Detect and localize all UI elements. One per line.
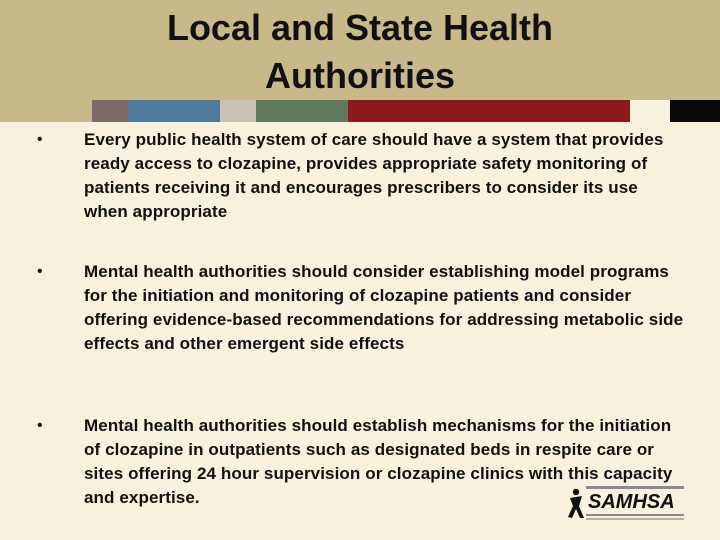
strip-segment (92, 100, 128, 122)
samhsa-figure-icon (568, 489, 584, 518)
slide-title (0, 4, 720, 100)
strip-segment (670, 100, 720, 122)
strip-segment (630, 100, 670, 122)
strip-segment (220, 100, 256, 122)
bullet-text: Mental health authorities should consider establishing model programs for the initiation and monitoring of clozapine patients and consider offering evidence-based recommendations for addressing metabolic side effects and other emergent side effects (84, 262, 684, 353)
strip-segment (0, 100, 92, 122)
bullet-marker: • (37, 131, 43, 148)
bullet-text: Mental health authorities should establish mechanisms for the initiation of clozapine in outpatients such as designated beds in respite care or sites offering 24 hour supervision or clozapine clinics with this capacity and expertise. (84, 416, 673, 507)
strip-segment (348, 100, 630, 122)
samhsa-logo (566, 484, 688, 524)
bullet-marker: • (37, 263, 43, 280)
title-line-2: Authorities (264, 55, 455, 96)
svg-text:SAMHSA: SAMHSA (588, 491, 675, 513)
bullet-text: Every public health system of care should have a system that provides ready access to clozapine, provides appropriate safety monitoring of patients receiving it and encourages prescribers to consider its use when appropriate (84, 130, 664, 221)
strip-segment (256, 100, 348, 122)
bullet-marker: • (37, 417, 43, 434)
strip-segment (128, 100, 220, 122)
title-line-1: Local and State Health (166, 7, 554, 48)
decorative-color-strip (0, 100, 720, 122)
